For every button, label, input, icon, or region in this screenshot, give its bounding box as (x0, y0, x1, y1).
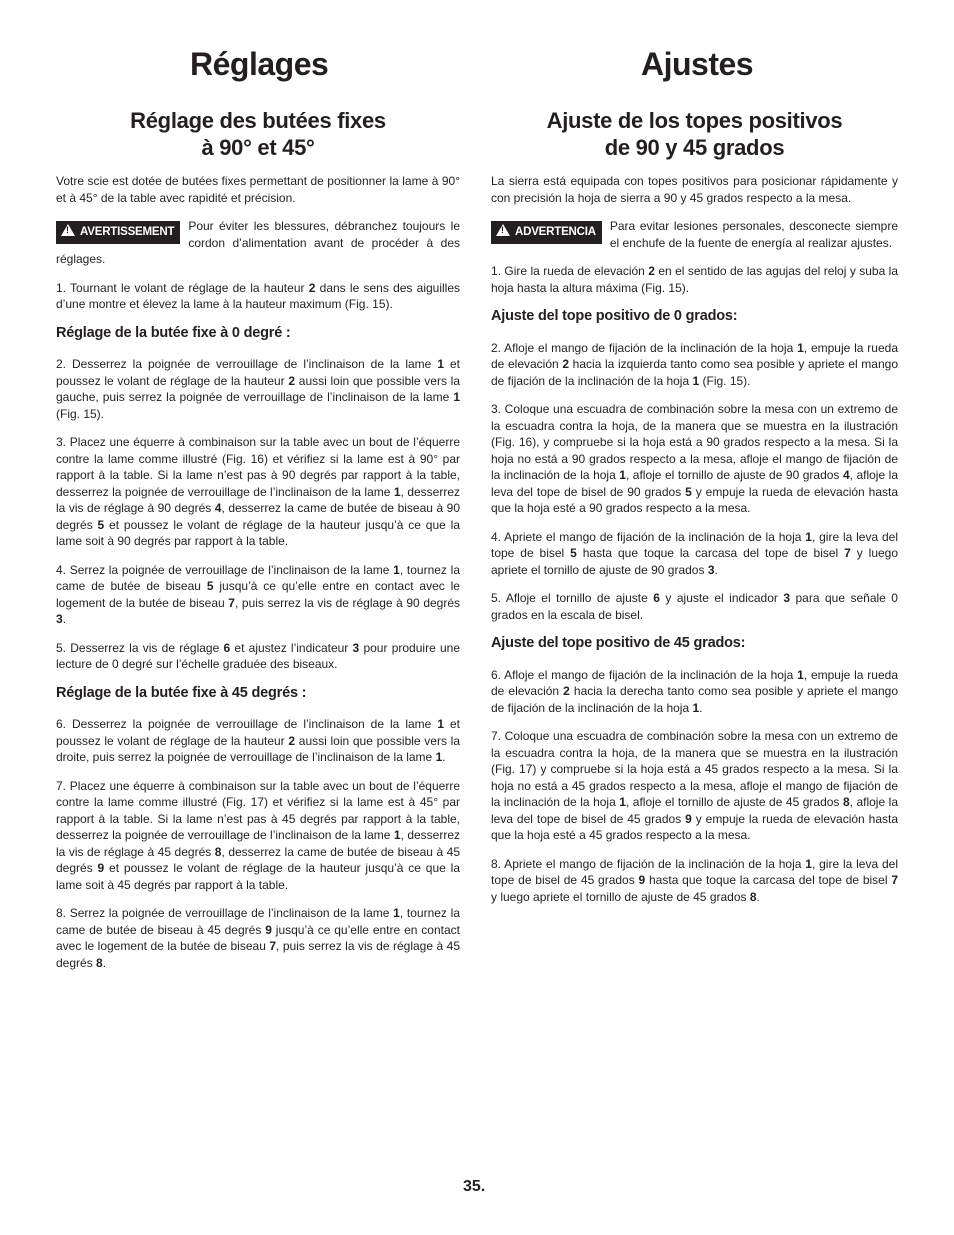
part-number: 1 (393, 484, 401, 499)
warning-label: ADVERTENCIA (515, 226, 596, 238)
part-number: 5 (206, 579, 214, 593)
part-number: 5 (570, 546, 577, 560)
part-number: 1 (619, 795, 626, 809)
warning-label: AVERTISSEMENT (80, 226, 175, 238)
warning-text: Pour éviter les blessures, débranchez toujours le cordon d’alimentation avant de procéder à des réglages. (56, 219, 460, 266)
step-paragraph: 2. Afloje el mango de fijación de la inclinación de la hoja 1, empuje la rueda de elevación 2 hacia la izquierda tanto como sea posible y apriete el mango de fijación de la inclinación de la hoja 1 (Fig. 15). (491, 340, 898, 388)
part-number: 1 (797, 340, 804, 355)
part-number: 4 (842, 468, 850, 482)
warning-block (491, 218, 898, 251)
part-number: 2 (308, 280, 316, 295)
step-paragraph: 8. Apriete el mango de fijación de la inclinación de la hoja 1, gire la leva del tope de bisel de 45 grados 9 hasta que toque la carcasa del tope de bisel 7 y luego apriete el tornillo de ajuste de 45 grados 8. (491, 856, 898, 904)
step-paragraph: 6. Desserrez la poignée de verrouillage de l’inclinaison de la lame 1 et poussez le volant de réglage de la hauteur 2 aussi loin que possible vers la droite, puis serrez la poignée de verrouillage de l’inclinaison de la lame 1. (56, 717, 461, 764)
warning-triangle-icon (61, 224, 75, 236)
part-number: 8 (96, 955, 103, 970)
body-text (56, 173, 460, 983)
page-title: Réglages (190, 46, 329, 82)
part-number: 1 (393, 562, 400, 577)
step-paragraph: 7. Coloque una escuadra de combinación sobre la mesa con un extremo de la escuadra contra la hoja, de la manera que se muestra en la ilustración (Fig. 17) y compruebe si la hoja está a 45 grados respecto a la mesa. Si la hoja no está a 45 grados respecto a la mesa, afloje el mango de fijación de la inclinación de la hoja 1, afloje el tornillo de ajuste de 45 grados 8, afloje la leva del tope de bisel de 45 grados 9 y empuje la rueda de elevación hasta que la hoja esté a 45 grados respecto a la mesa. (491, 729, 899, 842)
subsection-heading: Réglage de la butée fixe à 45 degrés : (56, 684, 307, 701)
part-number: 9 (638, 873, 646, 887)
page-number: 35. (463, 1178, 486, 1195)
part-number: 6 (653, 591, 660, 605)
part-number: 1 (393, 906, 400, 920)
part-number: 1 (692, 700, 700, 715)
part-number: 3 (783, 591, 791, 605)
part-number: 1 (437, 357, 445, 371)
part-number: 3 (352, 640, 360, 655)
subsection-heading: Ajuste del tope positivo de 45 grados: (491, 635, 746, 651)
step-paragraph: 1. Tournant le volant de réglage de la hauteur 2 dans le sens des aiguilles d’une montre et élevez la lame à la hauteur maximum (Fig. 15). (56, 280, 461, 311)
part-number: 2 (288, 733, 296, 748)
intro-paragraph: La sierra está equipada con topes positivos para posicionar rápidamente y con precisión la hoja de sierra a 90 y 45 grados respecto a la mesa. (491, 174, 898, 205)
part-number: 1 (805, 856, 812, 871)
part-number: 2 (648, 264, 655, 278)
warning-badge (56, 221, 180, 244)
part-number: 9 (265, 922, 272, 937)
part-number: 6 (223, 640, 231, 655)
step-paragraph: 7. Placez une équerre à combinaison sur la table avec un bout de l’équerre contre la lame comme illustré (Fig. 17) et vérifiez si la lame est à 45° par rapport à la table. Si la lame n’est pas à 45 degrés par rapport à la table, desserrez la poignée de verrouillage de l’inclinaison de la lame 1, desserrez la vis de réglage à 45 degrés 8, desserrez la came de butée de biseau à 45 degrés 9 et poussez le volant de réglage de la hauteur jusqu’à ce que la lame soit à 45 degrés par rapport à la table. (56, 778, 461, 892)
part-number: 1 (453, 390, 460, 404)
part-number: 9 (685, 811, 692, 826)
warning-block (56, 218, 460, 268)
part-number: 1 (619, 468, 626, 482)
body-text (491, 173, 898, 917)
part-number: 7 (891, 873, 898, 887)
part-number: 7 (228, 595, 235, 610)
step-paragraph: 6. Afloje el mango de fijación de la inclinación de la hoja 1, empuje la rueda de elevación 2 hacia la derecha tanto como sea posible y apriete el mango de fijación de la inclinación de la hoja 1. (491, 667, 899, 715)
part-number: 7 (269, 939, 277, 953)
section-title-line: de 90 y 45 grados (604, 135, 785, 160)
part-number: 8 (214, 844, 222, 859)
part-number: 4 (214, 501, 222, 515)
part-number: 2 (562, 357, 570, 371)
part-number: 2 (288, 373, 296, 388)
part-number: 3 (56, 612, 63, 626)
subsection-heading: Ajuste del tope positivo de 0 grados: (491, 308, 738, 324)
part-number: 1 (437, 717, 445, 731)
section-title (491, 107, 898, 161)
part-number: 1 (393, 828, 401, 842)
step-paragraph: 4. Serrez la poignée de verrouillage de l’inclinaison de la lame 1, tournez la came de butée de biseau 5 jusqu’à ce qu’elle entre en contact avec le logement de la butée de biseau 7, puis serrez la vis de réglage à 90 degrés 3. (56, 562, 461, 626)
part-number: 1 (435, 750, 443, 764)
part-number: 2 (563, 684, 570, 698)
part-number: 8 (842, 795, 850, 809)
section-title-line: Réglage des butées fixes (130, 108, 386, 133)
page-title: Ajustes (641, 46, 754, 82)
part-number: 1 (805, 529, 812, 544)
step-paragraph: 2. Desserrez la poignée de verrouillage de l’inclinaison de la lame 1 et poussez le volant de réglage de la hauteur 2 aussi loin que possible vers la gauche, puis serrez la poignée de verrouillage de l’inclinaison de la lame 1 (Fig. 15). (56, 357, 461, 421)
step-paragraph: 5. Desserrez la vis de réglage 6 et ajustez l’indicateur 3 pour produire une lecture de 0 degré sur l’échelle graduée des biseaux. (56, 640, 460, 671)
part-number: 5 (97, 517, 105, 532)
step-paragraph: 3. Coloque una escuadra de combinación sobre la mesa con un extremo de la escuadra contra la hoja, de la manera que se muestra en la ilustración (Fig. 16), y compruebe si la hoja está a 90 grados respecto a la mesa. Si la hoja no está a 90 grados respecto a la mesa, afloje el mango de fijación de la inclinación de la hoja 1, afloje el tornillo de ajuste de 90 grados 4, afloje la leva del tope de bisel de 90 grados 5 y empuje la rueda de elevación hasta que la hoja esté a 90 grados respecto a la mesa. (491, 402, 899, 515)
section-title-line: à 90° et 45° (201, 135, 315, 160)
part-number: 1 (692, 373, 700, 388)
step-paragraph: 4. Apriete el mango de fijación de la inclinación de la hoja 1, gire la leva del tope de bisel 5 hasta que toque la carcasa del tope de bisel 7 y luego apriete el tornillo de ajuste de 90 grados 3. (491, 529, 899, 577)
section-title-line: Ajuste de los topes positivos (546, 108, 843, 133)
step-paragraph: 5. Afloje el tornillo de ajuste 6 y ajuste el indicador 3 para que señale 0 grados en la escala de bisel. (491, 591, 898, 622)
part-number: 7 (844, 546, 851, 560)
section-title (56, 107, 460, 161)
part-number: 3 (707, 562, 715, 577)
subsection-heading: Réglage de la butée fixe à 0 degré : (56, 324, 291, 341)
step-paragraph: 8. Serrez la poignée de verrouillage de l’inclinaison de la lame 1, tournez la came de butée de biseau à 45 degrés 9 jusqu’à ce qu’elle entre en contact avec le logement de la butée de biseau 7, puis serrez la vis de réglage à 45 degrés 8. (56, 906, 461, 970)
intro-paragraph: Votre scie est dotée de butées fixes permettant de positionner la lame à 90° et à 45° de la table avec rapidité et précision. (56, 174, 460, 205)
warning-badge (491, 221, 602, 244)
part-number: 5 (685, 484, 692, 499)
step-paragraph: 3. Placez une équerre à combinaison sur la table avec un bout de l’équerre contre la lame comme illustré (Fig. 16) et vérifiez si la lame est à 90° par rapport à la table. Si la lame n’est pas à 90 degrés par rapport à la table, desserrez la poignée de verrouillage de l’inclinaison de la lame 1, desserrez la vis de réglage à 90 degrés 4, desserrez la came de butée de biseau à 90 degrés 5 et poussez le volant de réglage de la hauteur jusqu’à ce que la lame soit à 90 degrés par rapport à la table. (56, 435, 461, 548)
step-paragraph: 1. Gire la rueda de elevación 2 en el sentido de las agujas del reloj y suba la hoja hasta la altura máxima (Fig. 15). (491, 264, 899, 295)
warning-triangle-icon (496, 224, 510, 236)
part-number: 9 (97, 861, 105, 875)
part-number: 8 (749, 889, 757, 904)
warning-text: Para evitar lesiones personales, desconecte siempre el enchufe de la fuente de energía al realizar ajustes. (609, 219, 898, 250)
part-number: 1 (797, 667, 804, 682)
